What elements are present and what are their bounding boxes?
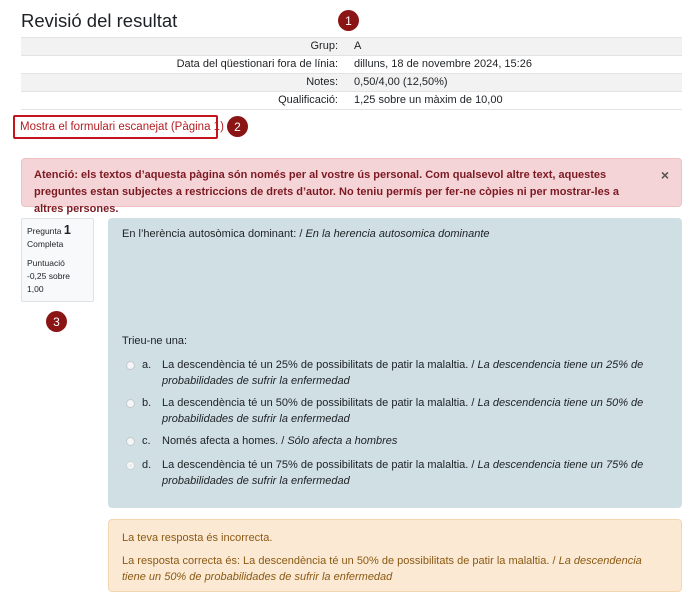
question-number-value: 1: [63, 223, 71, 237]
question-text-ca: En l’herència autosòmica dominant: /: [122, 228, 306, 240]
question-info: [21, 218, 94, 302]
summary-row-date: [21, 56, 682, 74]
summary-label: Data del qüestionari fora de línia:: [21, 56, 346, 74]
question-content: [108, 218, 682, 508]
answer-letter: c.: [142, 435, 151, 447]
answer-letter: b.: [142, 397, 152, 409]
scan-link-highlight: [13, 115, 224, 139]
radio-button[interactable]: [126, 461, 135, 470]
summary-row-group: [21, 38, 682, 56]
summary-label: Notes:: [21, 74, 346, 92]
answer-option-c[interactable]: [126, 434, 666, 450]
answer-option-b[interactable]: [126, 396, 666, 427]
radio-button[interactable]: [126, 399, 135, 408]
summary-value: 1,25 sobre un màxim de 10,00: [346, 92, 682, 110]
summary-table: [21, 37, 682, 110]
radio-button[interactable]: [126, 361, 135, 370]
summary-label: Grup:: [21, 38, 346, 56]
feedback-incorrect: La teva resposta és incorrecta.: [122, 532, 273, 544]
summary-value: 0,50/4,00 (12,50%): [346, 74, 682, 92]
marker-badge: 3: [46, 311, 67, 332]
feedback-box: [108, 519, 682, 592]
marker-badge: 2: [227, 116, 248, 137]
summary-row-marks: [21, 74, 682, 92]
page-title: Revisió del resultat: [21, 10, 178, 31]
radio-button[interactable]: [126, 437, 135, 446]
answer-letter: a.: [142, 359, 152, 371]
answer-letter: d.: [142, 459, 152, 471]
question-grade-label: Puntuació: [27, 258, 65, 268]
question-number-prefix: Pregunta: [27, 226, 62, 236]
copyright-alert: [21, 158, 682, 215]
answer-text: La descendència té un 50% de possibilitats de patir la malaltia. / La descendencia tiene un 50% de probabilidades de sufrir la enfermedad: [162, 397, 644, 425]
question-text-es: En la herencia autosomica dominante: [305, 228, 490, 240]
answer-option-d[interactable]: [126, 458, 666, 489]
alert-text: Atenció: els textos d’aquesta pàgina són només per al vostre ús personal. Com qualsevol altre text, aquestes preguntes estan subjectes a restriccions de drets d’autor. No teniu permís per fer-ne còpies ni per mostrar-les a altres persones.: [34, 169, 620, 215]
summary-value: A: [346, 38, 682, 56]
answer-text: La descendència té un 25% de possibilitats de patir la malaltia. / La descendencia tiene un 25% de probabilidades de sufrir la enfermedad: [162, 359, 644, 387]
question-state: Completa: [27, 239, 64, 249]
summary-row-grade: [21, 92, 682, 110]
close-icon[interactable]: ×: [660, 167, 669, 183]
summary-value: dilluns, 18 de novembre 2024, 15:26: [346, 56, 682, 74]
answer-prompt: Trieu-ne una:: [122, 335, 188, 347]
marker-badge: 1: [338, 10, 359, 31]
question-grade-value: -0,25 sobre 1,00: [27, 271, 70, 294]
question-number: [27, 224, 88, 238]
feedback-correct-answer: La resposta correcta és: La descendència té un 50% de possibilitats de patir la malaltia. / La descendencia tiene un 50% de probabilidades de sufrir la enfermedad: [122, 555, 642, 583]
summary-label: Qualificació:: [21, 92, 346, 110]
answer-text: Només afecta a homes. / Sólo afecta a hombres: [162, 435, 398, 447]
question-text: [122, 228, 490, 240]
show-scanned-form-link[interactable]: Mostra el formulari escanejat (Pàgina 1): [20, 121, 224, 133]
answer-text: La descendència té un 75% de possibilitats de patir la malaltia. / La descendencia tiene un 75% de probabilidades de sufrir la enfermedad: [162, 459, 644, 487]
answer-option-a[interactable]: [126, 358, 666, 389]
